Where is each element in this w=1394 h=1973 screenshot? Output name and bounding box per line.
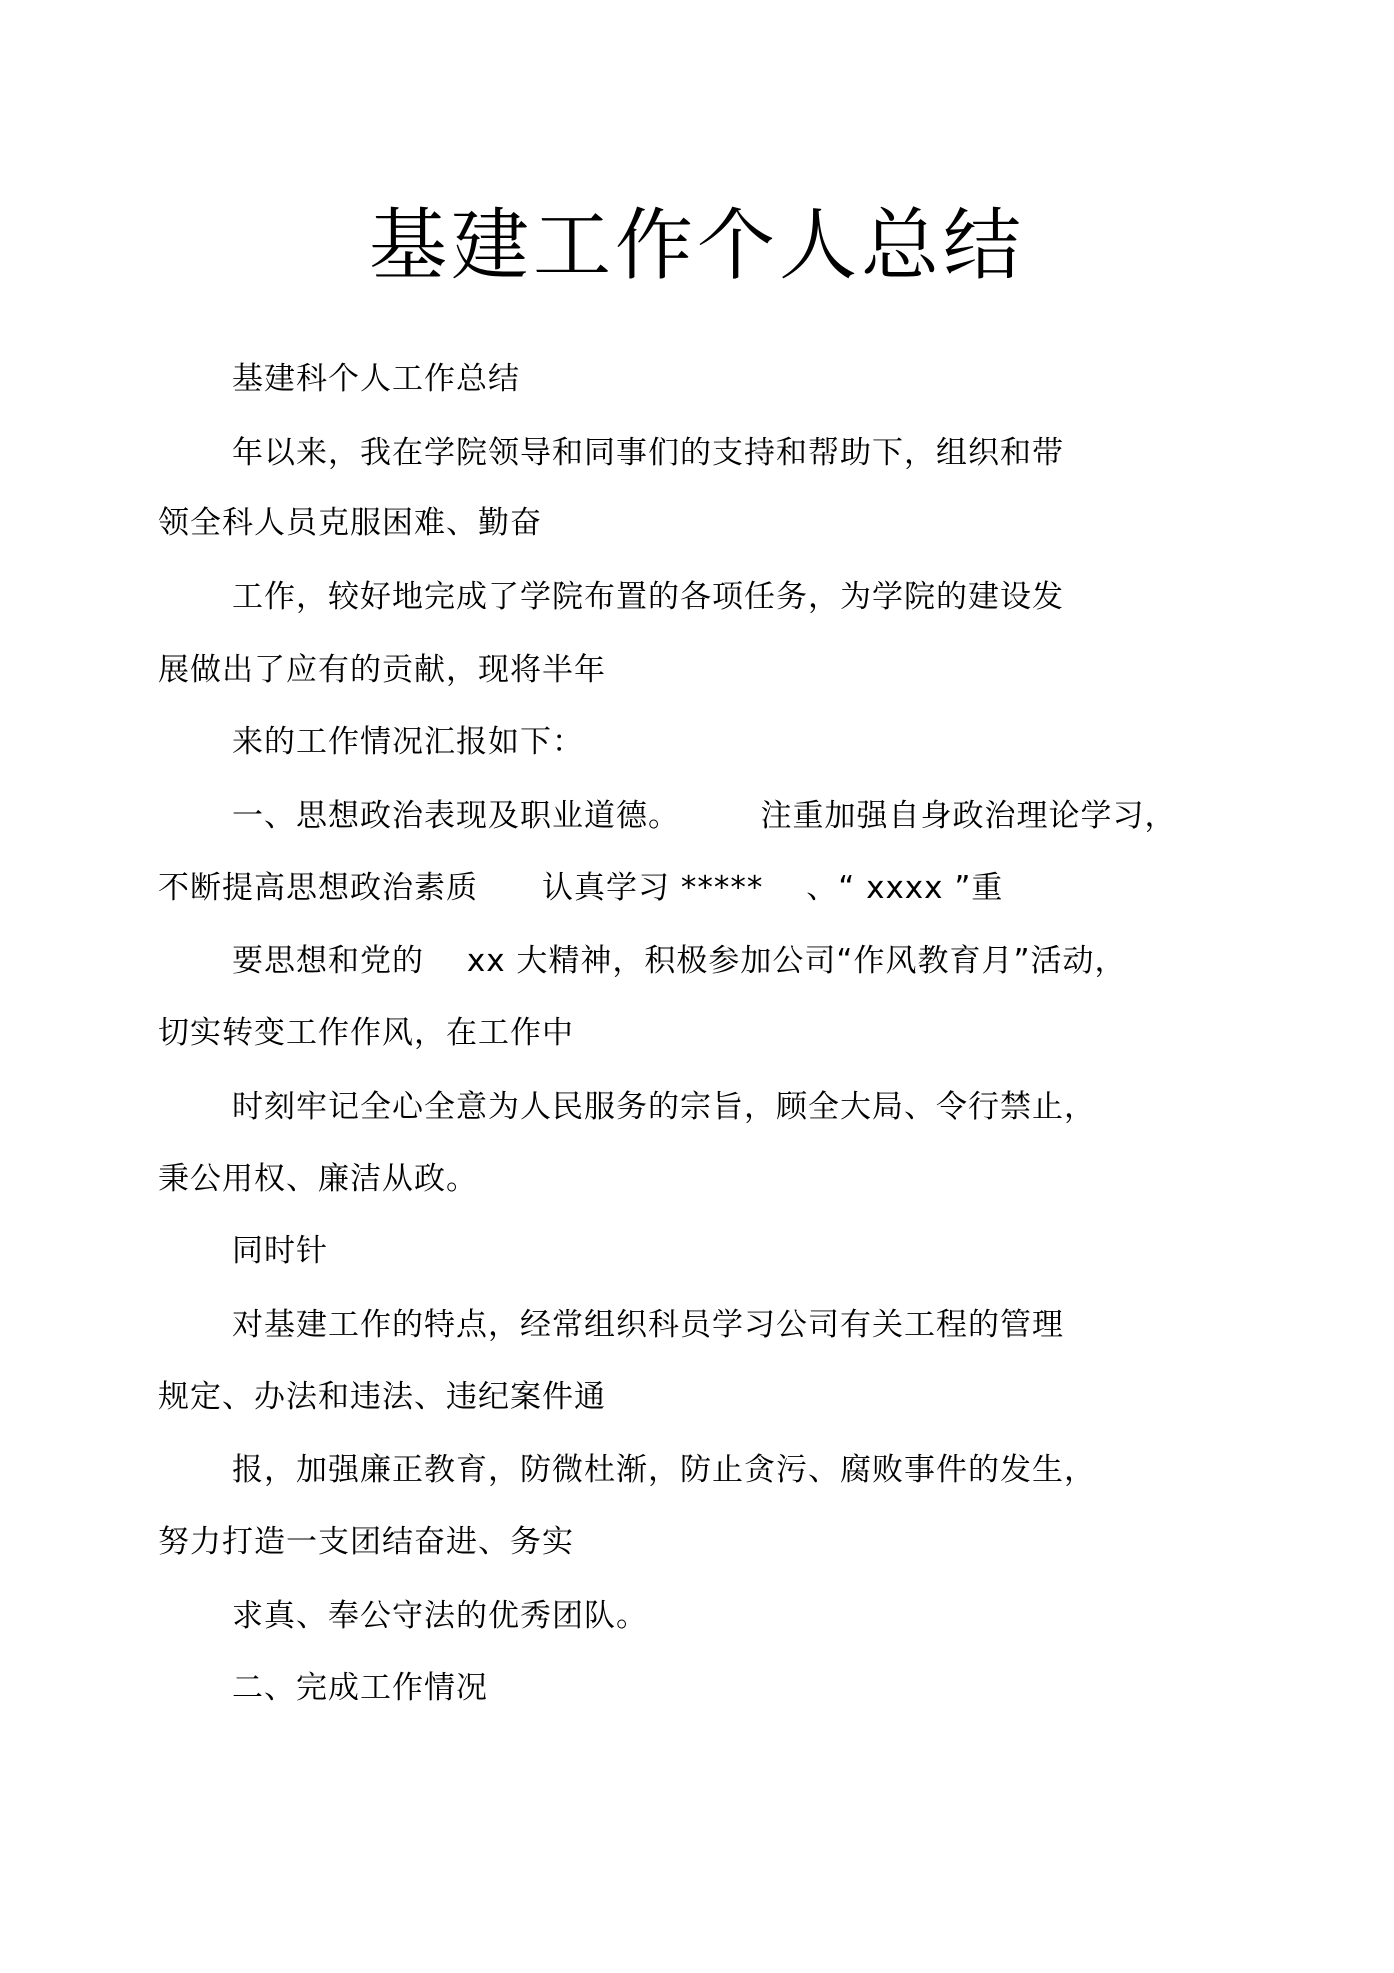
document-title: 基建工作个人总结 xyxy=(368,201,1025,291)
paragraph-line: 工作，较好地完成了学院布置的各项任务，为学院的建设发 xyxy=(232,579,1064,615)
paragraph-line: 一、思想政治表现及职业道德。 注重加强自身政治理论学习， xyxy=(232,798,1177,834)
paragraph-line: 基建科个人工作总结 xyxy=(232,361,520,397)
paragraph-line: 时刻牢记全心全意为人民服务的宗旨，顾全大局、令行禁止， xyxy=(232,1089,1096,1125)
paragraph-line: 领全科人员克服困难、勤奋 xyxy=(158,505,542,541)
paragraph-line: 展做出了应有的贡献，现将半年 xyxy=(158,652,606,688)
paragraph-line: 报，加强廉正教育，防微杜渐，防止贪污、腐败事件的发生， xyxy=(232,1452,1096,1488)
paragraph-line: 年以来，我在学院领导和同事们的支持和帮助下，组织和带 xyxy=(232,435,1064,471)
paragraph-line: 切实转变工作作风，在工作中 xyxy=(158,1015,574,1051)
section-heading: 二、完成工作情况 xyxy=(232,1670,488,1706)
paragraph-line: 不断提高思想政治素质 认真学习 ***** 、“ xxxx ”重 xyxy=(158,870,1004,906)
paragraph-line: 对基建工作的特点，经常组织科员学习公司有关工程的管理 xyxy=(232,1307,1064,1343)
paragraph-line: 秉公用权、廉洁从政。 xyxy=(158,1161,478,1197)
paragraph-line: 规定、办法和违法、违纪案件通 xyxy=(158,1379,606,1415)
paragraph-line: 努力打造一支团结奋进、务实 xyxy=(158,1524,574,1560)
paragraph-line: 来的工作情况汇报如下： xyxy=(232,724,584,760)
paragraph-line: 求真、奉公守法的优秀团队。 xyxy=(232,1598,648,1634)
paragraph-line: 要思想和党的 xx 大精神，积极参加公司“作风教育月”活动， xyxy=(232,943,1127,979)
paragraph-line: 同时针 xyxy=(232,1233,328,1269)
